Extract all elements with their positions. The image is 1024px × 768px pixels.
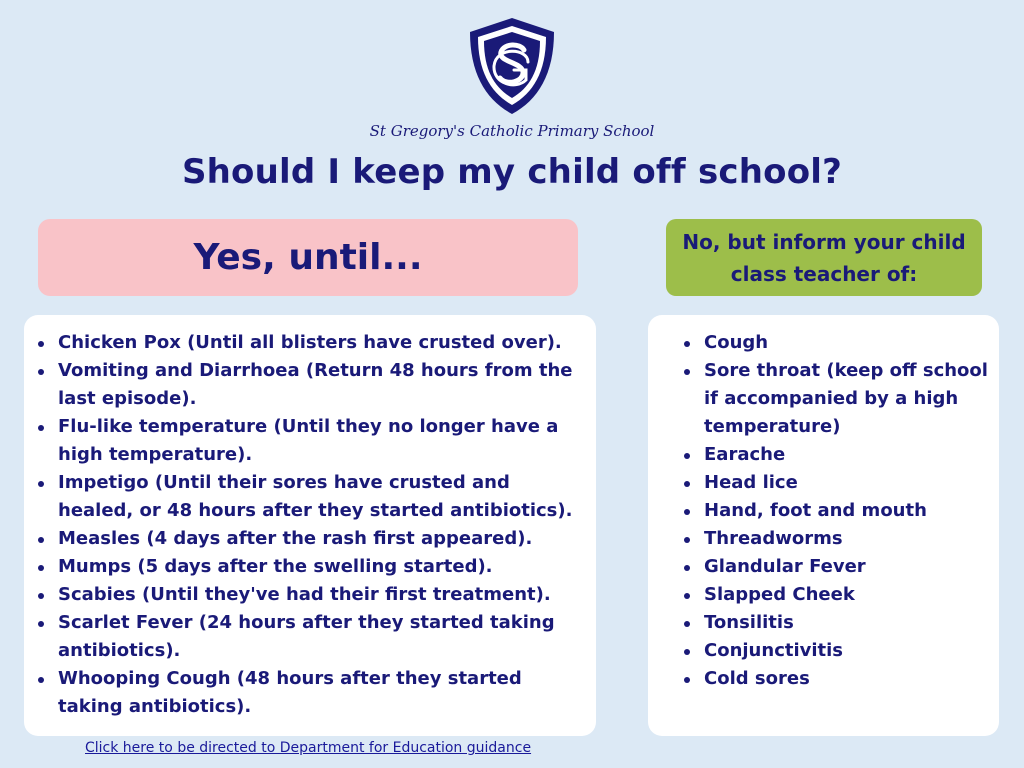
- list-item: Head lice: [704, 469, 994, 497]
- list-item: Flu-like temperature (Until they no longer have a high temperature).: [58, 413, 588, 469]
- list-item: Hand, foot and mouth: [704, 497, 994, 525]
- page-title: Should I keep my child off school?: [181, 152, 843, 192]
- list-item: Earache: [704, 441, 994, 469]
- list-item: Cold sores: [704, 665, 994, 693]
- list-item: Cough: [704, 329, 994, 357]
- dfe-guidance-link[interactable]: Click here to be directed to Department for Education guidance: [85, 740, 532, 756]
- list-item: Threadworms: [704, 525, 994, 553]
- no-conditions-panel: [648, 315, 999, 736]
- list-item: Sore throat (keep off school if accompanied by a high temperature): [704, 357, 994, 441]
- list-item: Impetigo (Until their sores have crusted and healed, or 48 hours after they started antibiotics).: [58, 469, 588, 525]
- yes-conditions-list: [58, 329, 588, 721]
- yes-heading: Yes, until...: [38, 219, 578, 296]
- list-item: Tonsilitis: [704, 609, 994, 637]
- list-item: Slapped Cheek: [704, 581, 994, 609]
- list-item: Scarlet Fever (24 hours after they started taking antibiotics).: [58, 609, 588, 665]
- list-item: Chicken Pox (Until all blisters have crusted over).: [58, 329, 588, 357]
- school-name: St Gregory's Catholic Primary School: [369, 122, 655, 140]
- no-conditions-list: [704, 329, 994, 693]
- list-item: Measles (4 days after the rash first appeared).: [58, 525, 588, 553]
- no-heading: [666, 219, 982, 296]
- list-item: Scabies (Until they've had their first treatment).: [58, 581, 588, 609]
- list-item: Whooping Cough (48 hours after they started taking antibiotics).: [58, 665, 588, 721]
- no-heading-text: No, but inform your child class teacher of:: [682, 229, 966, 286]
- school-crest-icon: [466, 16, 558, 116]
- list-item: Mumps (5 days after the swelling started).: [58, 553, 588, 581]
- list-item: Conjunctivitis: [704, 637, 994, 665]
- yes-conditions-panel: [24, 315, 596, 736]
- list-item: Vomiting and Diarrhoea (Return 48 hours from the last episode).: [58, 357, 588, 413]
- list-item: Glandular Fever: [704, 553, 994, 581]
